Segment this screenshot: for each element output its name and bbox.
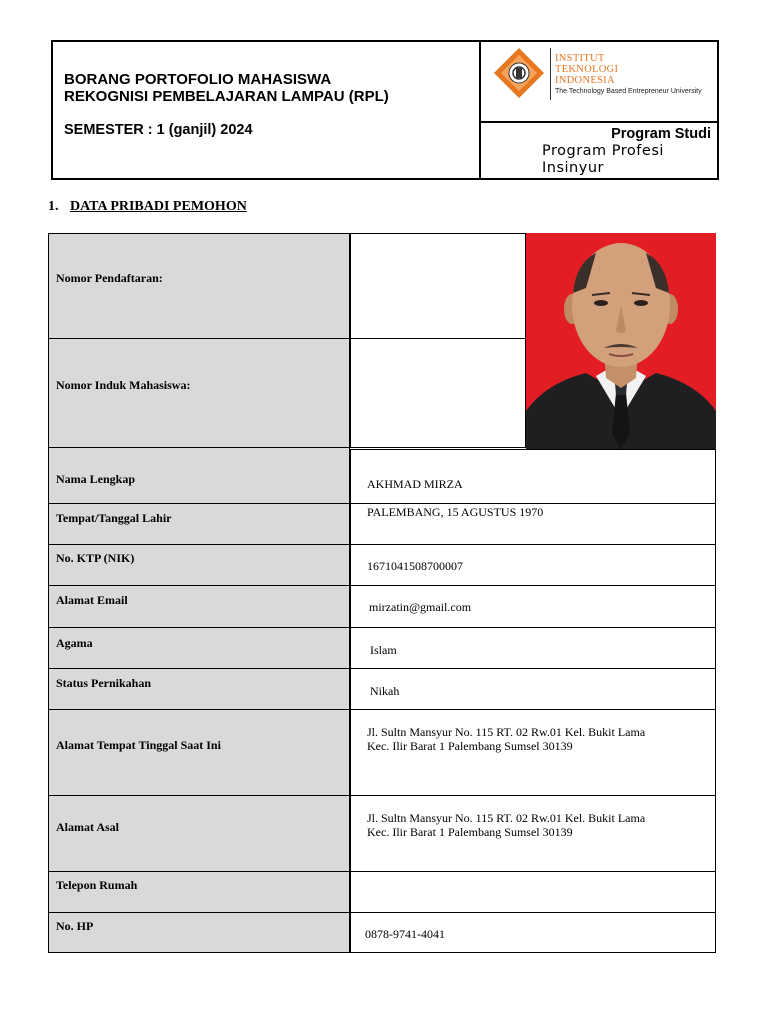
label-cell-ktp (48, 544, 350, 586)
institution-logo-icon (493, 47, 545, 99)
ktp-value[interactable] (350, 544, 716, 586)
address-line-1: Jl. Sultn Mansyur No. 115 RT. 02 Rw.01 Kel. Bukit Lama (367, 811, 646, 825)
current-address-lines (367, 725, 645, 753)
field-label: Telepon Rumah (56, 878, 138, 892)
field-value: 0878-9741-4041 (365, 927, 445, 941)
address-line-2: Kec. Ilir Barat 1 Palembang Sumsel 30139 (367, 739, 573, 753)
field-label: Nomor Induk Mahasiswa: (56, 378, 191, 392)
religion-value[interactable] (350, 627, 716, 669)
personal-data-table (48, 233, 717, 953)
field-label: Alamat Tempat Tinggal Saat Ini (56, 738, 221, 752)
field-label: No. HP (56, 919, 94, 933)
field-label: Status Pernikahan (56, 676, 152, 690)
label-cell-birth-place-date (48, 503, 350, 545)
field-value: PALEMBANG, 15 AGUSTUS 1970 (367, 505, 544, 519)
semester-text: SEMESTER : 1 (ganjil) 2024 (64, 122, 253, 138)
institution-name-line-3: INDONESIA (555, 75, 615, 86)
student-id-value[interactable] (350, 338, 526, 448)
origin-address-lines (367, 811, 645, 839)
institution-logo-cell (481, 42, 719, 123)
label-cell-full-name (48, 447, 350, 504)
full-name-value[interactable] (350, 449, 716, 504)
birth-place-date-value[interactable] (350, 503, 716, 545)
address-line-1: Jl. Sultn Mansyur No. 115 RT. 02 Rw.01 Kel. Bukit Lama (367, 725, 646, 739)
label-cell-mobile-phone (48, 912, 350, 953)
field-value: Islam (370, 643, 397, 657)
origin-address-value[interactable] (350, 795, 716, 872)
program-value: Program Profesi Insinyur (542, 143, 664, 176)
header-title-cell (53, 42, 481, 178)
field-label: Tempat/Tanggal Lahir (56, 511, 172, 525)
label-cell-origin-address (48, 795, 350, 872)
field-value: mirzatin@gmail.com (369, 600, 472, 614)
label-cell-registration-number (48, 233, 350, 339)
field-label: No. KTP (NIK) (56, 551, 135, 565)
field-label: Nomor Pendaftaran: (56, 271, 163, 285)
label-cell-current-address (48, 709, 350, 796)
label-cell-religion (48, 627, 350, 669)
marital-status-value[interactable] (350, 668, 716, 710)
portrait-image (526, 233, 716, 450)
program-cell (481, 123, 719, 178)
section-number: 1. (48, 199, 59, 214)
registration-number-value[interactable] (350, 233, 526, 339)
institution-name (555, 53, 618, 86)
mobile-phone-value[interactable] (350, 912, 716, 953)
email-value[interactable] (350, 585, 716, 628)
label-cell-home-phone (48, 871, 350, 913)
field-label: Alamat Email (56, 593, 128, 607)
field-value: Nikah (370, 684, 400, 698)
section-heading (48, 199, 247, 215)
applicant-photo (526, 233, 716, 450)
logo-divider (550, 48, 551, 100)
document-header (51, 40, 719, 180)
field-value: AKHMAD MIRZA (367, 477, 463, 491)
field-label: Nama Lengkap (56, 472, 136, 486)
label-cell-email (48, 585, 350, 628)
document-title (64, 71, 389, 105)
title-line-1: BORANG PORTOFOLIO MAHASISWA (64, 71, 332, 88)
section-title: DATA PRIBADI PEMOHON (70, 199, 247, 214)
label-cell-student-id (48, 338, 350, 448)
current-address-value[interactable] (350, 709, 716, 796)
title-line-2: REKOGNISI PEMBELAJARAN LAMPAU (RPL) (64, 88, 389, 105)
field-value: 1671041508700007 (367, 559, 463, 573)
field-label: Alamat Asal (56, 820, 119, 834)
institution-name-line-1: INSTITUT (555, 53, 605, 64)
home-phone-value[interactable] (350, 871, 716, 913)
label-cell-marital-status (48, 668, 350, 710)
address-line-2: Kec. Ilir Barat 1 Palembang Sumsel 30139 (367, 825, 573, 839)
field-label: Agama (56, 636, 93, 650)
institution-tagline: The Technology Based Entrepreneur University (555, 88, 702, 95)
institution-name-line-2: TEKNOLOGI (555, 64, 619, 75)
program-label: Program Studi (611, 126, 711, 142)
